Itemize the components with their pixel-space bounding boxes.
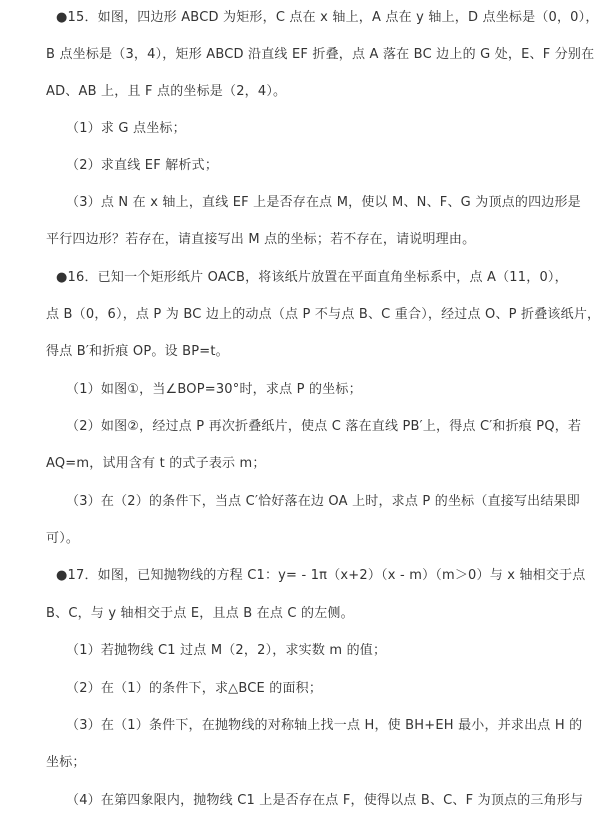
problem-15-question-2: （2）求直线 EF 解析式； xyxy=(66,158,219,173)
problem-17-question-4: （4）在第四象限内，抛物线 C1 上是否存在点 F，使得以点 B、C、F 为顶点的三角形与 xyxy=(66,793,584,808)
problem-15-line-2: B 点坐标是（3，4），矩形 ABCD 沿直线 EF 折叠，点 A 落在 BC 边上的 G 处，E、F 分别在 xyxy=(46,47,595,62)
problem-17-question-3-cont: 坐标； xyxy=(46,755,86,770)
problem-17-question-2: （2）在（1）的条件下，求△BCE 的面积； xyxy=(66,681,323,696)
problem-15-question-3: （3）点 N 在 x 轴上，直线 EF 上是否存在点 M，使以 M、N、F、G 为顶点的四边形是 xyxy=(66,195,581,210)
problem-15-question-3-cont: 平行四边形？若存在，请直接写出 M 点的坐标；若不存在，请说明理由。 xyxy=(46,232,476,247)
problem-16-question-2-cont: AQ=m，试用含有 t 的式子表示 m； xyxy=(46,456,266,471)
problem-16-line-1: ●16．已知一个矩形纸片 OACB，将该纸片放置在平面直角坐标系中，点 A（11，0）， xyxy=(56,270,568,285)
problem-16-question-3: （3）在（2）的条件下，当点 C′恰好落在边 OA 上时，求点 P 的坐标（直接写出结果即 xyxy=(66,494,580,509)
problem-16-question-1: （1）如图①，当∠BOP=30°时，求点 P 的坐标； xyxy=(66,382,362,397)
problem-17-line-1: ●17．如图，已知抛物线的方程 C1：y= - 1π（x+2）（x - m）（m＞0）与 x 轴相交于点 xyxy=(56,568,586,583)
problem-16-line-3: 得点 B′和折痕 OP。设 BP=t。 xyxy=(46,344,229,359)
problem-15-line-1: ●15．如图，四边形 ABCD 为矩形，C 点在 x 轴上，A 点在 y 轴上，D 点坐标是（0，0）， xyxy=(56,10,599,25)
problem-16-line-2: 点 B（0，6），点 P 为 BC 边上的动点（点 P 不与点 B、C 重合），经过点 O、P 折叠该纸片， xyxy=(46,307,600,322)
problem-17-question-3: （3）在（1）条件下，在抛物线的对称轴上找一点 H，使 BH+EH 最小，并求出点 H 的 xyxy=(66,718,583,733)
problem-15-line-3: AD、AB 上，且 F 点的坐标是（2，4）。 xyxy=(46,84,287,99)
problem-15-question-1: （1）求 G 点坐标； xyxy=(66,121,186,136)
problem-16-question-2: （2）如图②，经过点 P 再次折叠纸片，使点 C 落在直线 PB′上，得点 C′和折痕 PQ，若 xyxy=(66,419,582,434)
problem-17-question-1: （1）若抛物线 C1 过点 M（2，2），求实数 m 的值； xyxy=(66,643,387,658)
problem-16-question-3-cont: 可）。 xyxy=(46,531,80,546)
problem-17-line-2: B、C，与 y 轴相交于点 E，且点 B 在点 C 的左侧。 xyxy=(46,606,354,621)
